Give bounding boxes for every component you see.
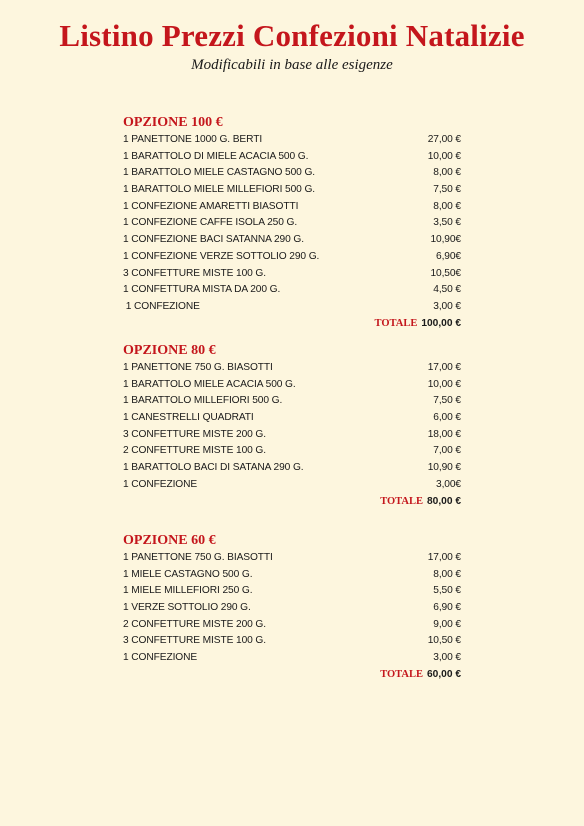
item-price: 6,90€ (436, 250, 461, 262)
item-name: 1 BARATTOLO BACI DI SATANA 290 G. (123, 462, 304, 474)
price-row (123, 165, 461, 182)
item-price: 10,50€ (430, 267, 461, 279)
item-price: 3,50 € (433, 217, 461, 229)
total-row (123, 316, 461, 333)
item-price: 6,90 € (433, 602, 461, 614)
price-row (123, 477, 461, 494)
price-row (123, 410, 461, 427)
option-title: OPZIONE 80 € (123, 343, 216, 358)
price-row (123, 617, 461, 634)
page-subtitle: Modificabili in base alle esigenze (191, 57, 393, 73)
item-price: 27,00 € (427, 134, 461, 145)
item-price: 7,50 € (433, 184, 461, 196)
item-name: 1 CONFEZIONE (123, 300, 200, 312)
item-price: 17,00 € (427, 552, 461, 563)
item-price: 10,00 € (427, 378, 461, 390)
total-value: 60,00 € (427, 668, 461, 680)
price-row (123, 215, 461, 232)
price-row (123, 266, 461, 283)
total-label: TOTALE (374, 317, 418, 329)
price-row (123, 550, 461, 567)
price-row (123, 393, 461, 410)
item-name: 1 CONFEZIONE VERZE SOTTOLIO 290 G. (123, 250, 320, 262)
total-label: TOTALE (380, 668, 423, 680)
item-name: 1 CONFEZIONE (123, 652, 198, 664)
item-name: 1 BARATTOLO MILLEFIORI 500 G. (123, 395, 283, 407)
price-row (123, 427, 461, 444)
price-row (123, 600, 461, 617)
item-price: 3,00 € (433, 300, 461, 312)
item-price: 7,00 € (433, 445, 461, 457)
item-name: 3 CONFETTURE MISTE 100 G. (123, 635, 266, 647)
item-name: 3 CONFETTURE MISTE 100 G. (123, 267, 266, 279)
price-row (123, 567, 461, 584)
price-row (123, 299, 461, 316)
item-price: 8,00 € (433, 167, 461, 179)
option-100-section (123, 114, 461, 332)
item-price: 10,90€ (430, 234, 461, 246)
price-row (123, 282, 461, 299)
item-price: 10,90 € (427, 462, 461, 474)
price-row (123, 650, 461, 667)
price-row (123, 460, 461, 477)
item-price: 9,00 € (433, 618, 461, 630)
price-row (123, 132, 461, 149)
item-name: 1 CONFEZIONE CAFFE ISOLA 250 G. (123, 217, 298, 229)
total-row (123, 494, 461, 511)
item-name: 1 CONFEZIONE BACI SATANNA 290 G. (123, 234, 304, 246)
option-title: OPZIONE 60 € (123, 533, 216, 548)
price-row (123, 377, 461, 394)
item-name: 1 MIELE CASTAGNO 500 G. (123, 568, 253, 580)
price-row (123, 633, 461, 650)
item-name: 1 BARATTOLO DI MIELE ACACIA 500 G. (123, 150, 309, 162)
item-name: 1 PANETTONE 1000 G. BERTI (123, 134, 263, 145)
item-price: 3,00 € (433, 652, 461, 664)
item-name: 2 CONFETTURE MISTE 100 G. (123, 445, 266, 457)
item-name: 1 BARATTOLO MIELE MILLEFIORI 500 G. (123, 184, 316, 196)
item-name: 1 CONFETTURA MISTA DA 200 G. (123, 284, 281, 296)
item-price: 8,00 € (433, 568, 461, 580)
price-row (123, 232, 461, 249)
page-title: Listino Prezzi Confezioni Natalizie (59, 18, 525, 53)
item-price: 4,50 € (433, 284, 461, 296)
total-label: TOTALE (380, 495, 423, 507)
price-row (123, 443, 461, 460)
price-row (123, 249, 461, 266)
item-name: 1 PANETTONE 750 G. BIASOTTI (123, 552, 273, 563)
option-60-section (123, 532, 461, 684)
item-name: 1 BARATTOLO MIELE ACACIA 500 G. (123, 378, 296, 390)
total-value: 80,00 € (427, 495, 461, 507)
item-name: 1 CANESTRELLI QUADRATI (123, 412, 254, 424)
item-price: 10,00 € (427, 150, 461, 162)
price-row (123, 360, 461, 377)
item-name: 1 PANETTONE 750 G. BIASOTTI (123, 362, 273, 373)
item-price: 7,50 € (433, 395, 461, 407)
option-title: OPZIONE 100 € (123, 115, 223, 130)
item-price: 18,00 € (427, 428, 461, 440)
item-name: 1 BARATTOLO MIELE CASTAGNO 500 G. (123, 167, 316, 179)
price-row (123, 583, 461, 600)
item-price: 8,00 € (433, 200, 461, 212)
option-80-section (123, 342, 461, 510)
item-name: 1 VERZE SOTTOLIO 290 G. (123, 602, 251, 614)
item-name: 1 CONFEZIONE AMARETTI BIASOTTI (123, 200, 299, 212)
price-row (123, 199, 461, 216)
price-row (123, 149, 461, 166)
item-price: 5,50 € (433, 585, 461, 597)
item-price: 6,00 € (433, 412, 461, 424)
total-value: 100,00 € (421, 317, 461, 329)
item-name: 1 CONFEZIONE (123, 478, 198, 490)
item-name: 3 CONFETTURE MISTE 200 G. (123, 428, 266, 440)
item-price: 17,00 € (427, 362, 461, 373)
item-price: 10,50 € (427, 635, 461, 647)
price-row (123, 182, 461, 199)
item-price: 3,00€ (436, 478, 461, 490)
item-name: 2 CONFETTURE MISTE 200 G. (123, 618, 266, 630)
item-name: 1 MIELE MILLEFIORI 250 G. (123, 585, 253, 597)
total-row (123, 667, 461, 684)
